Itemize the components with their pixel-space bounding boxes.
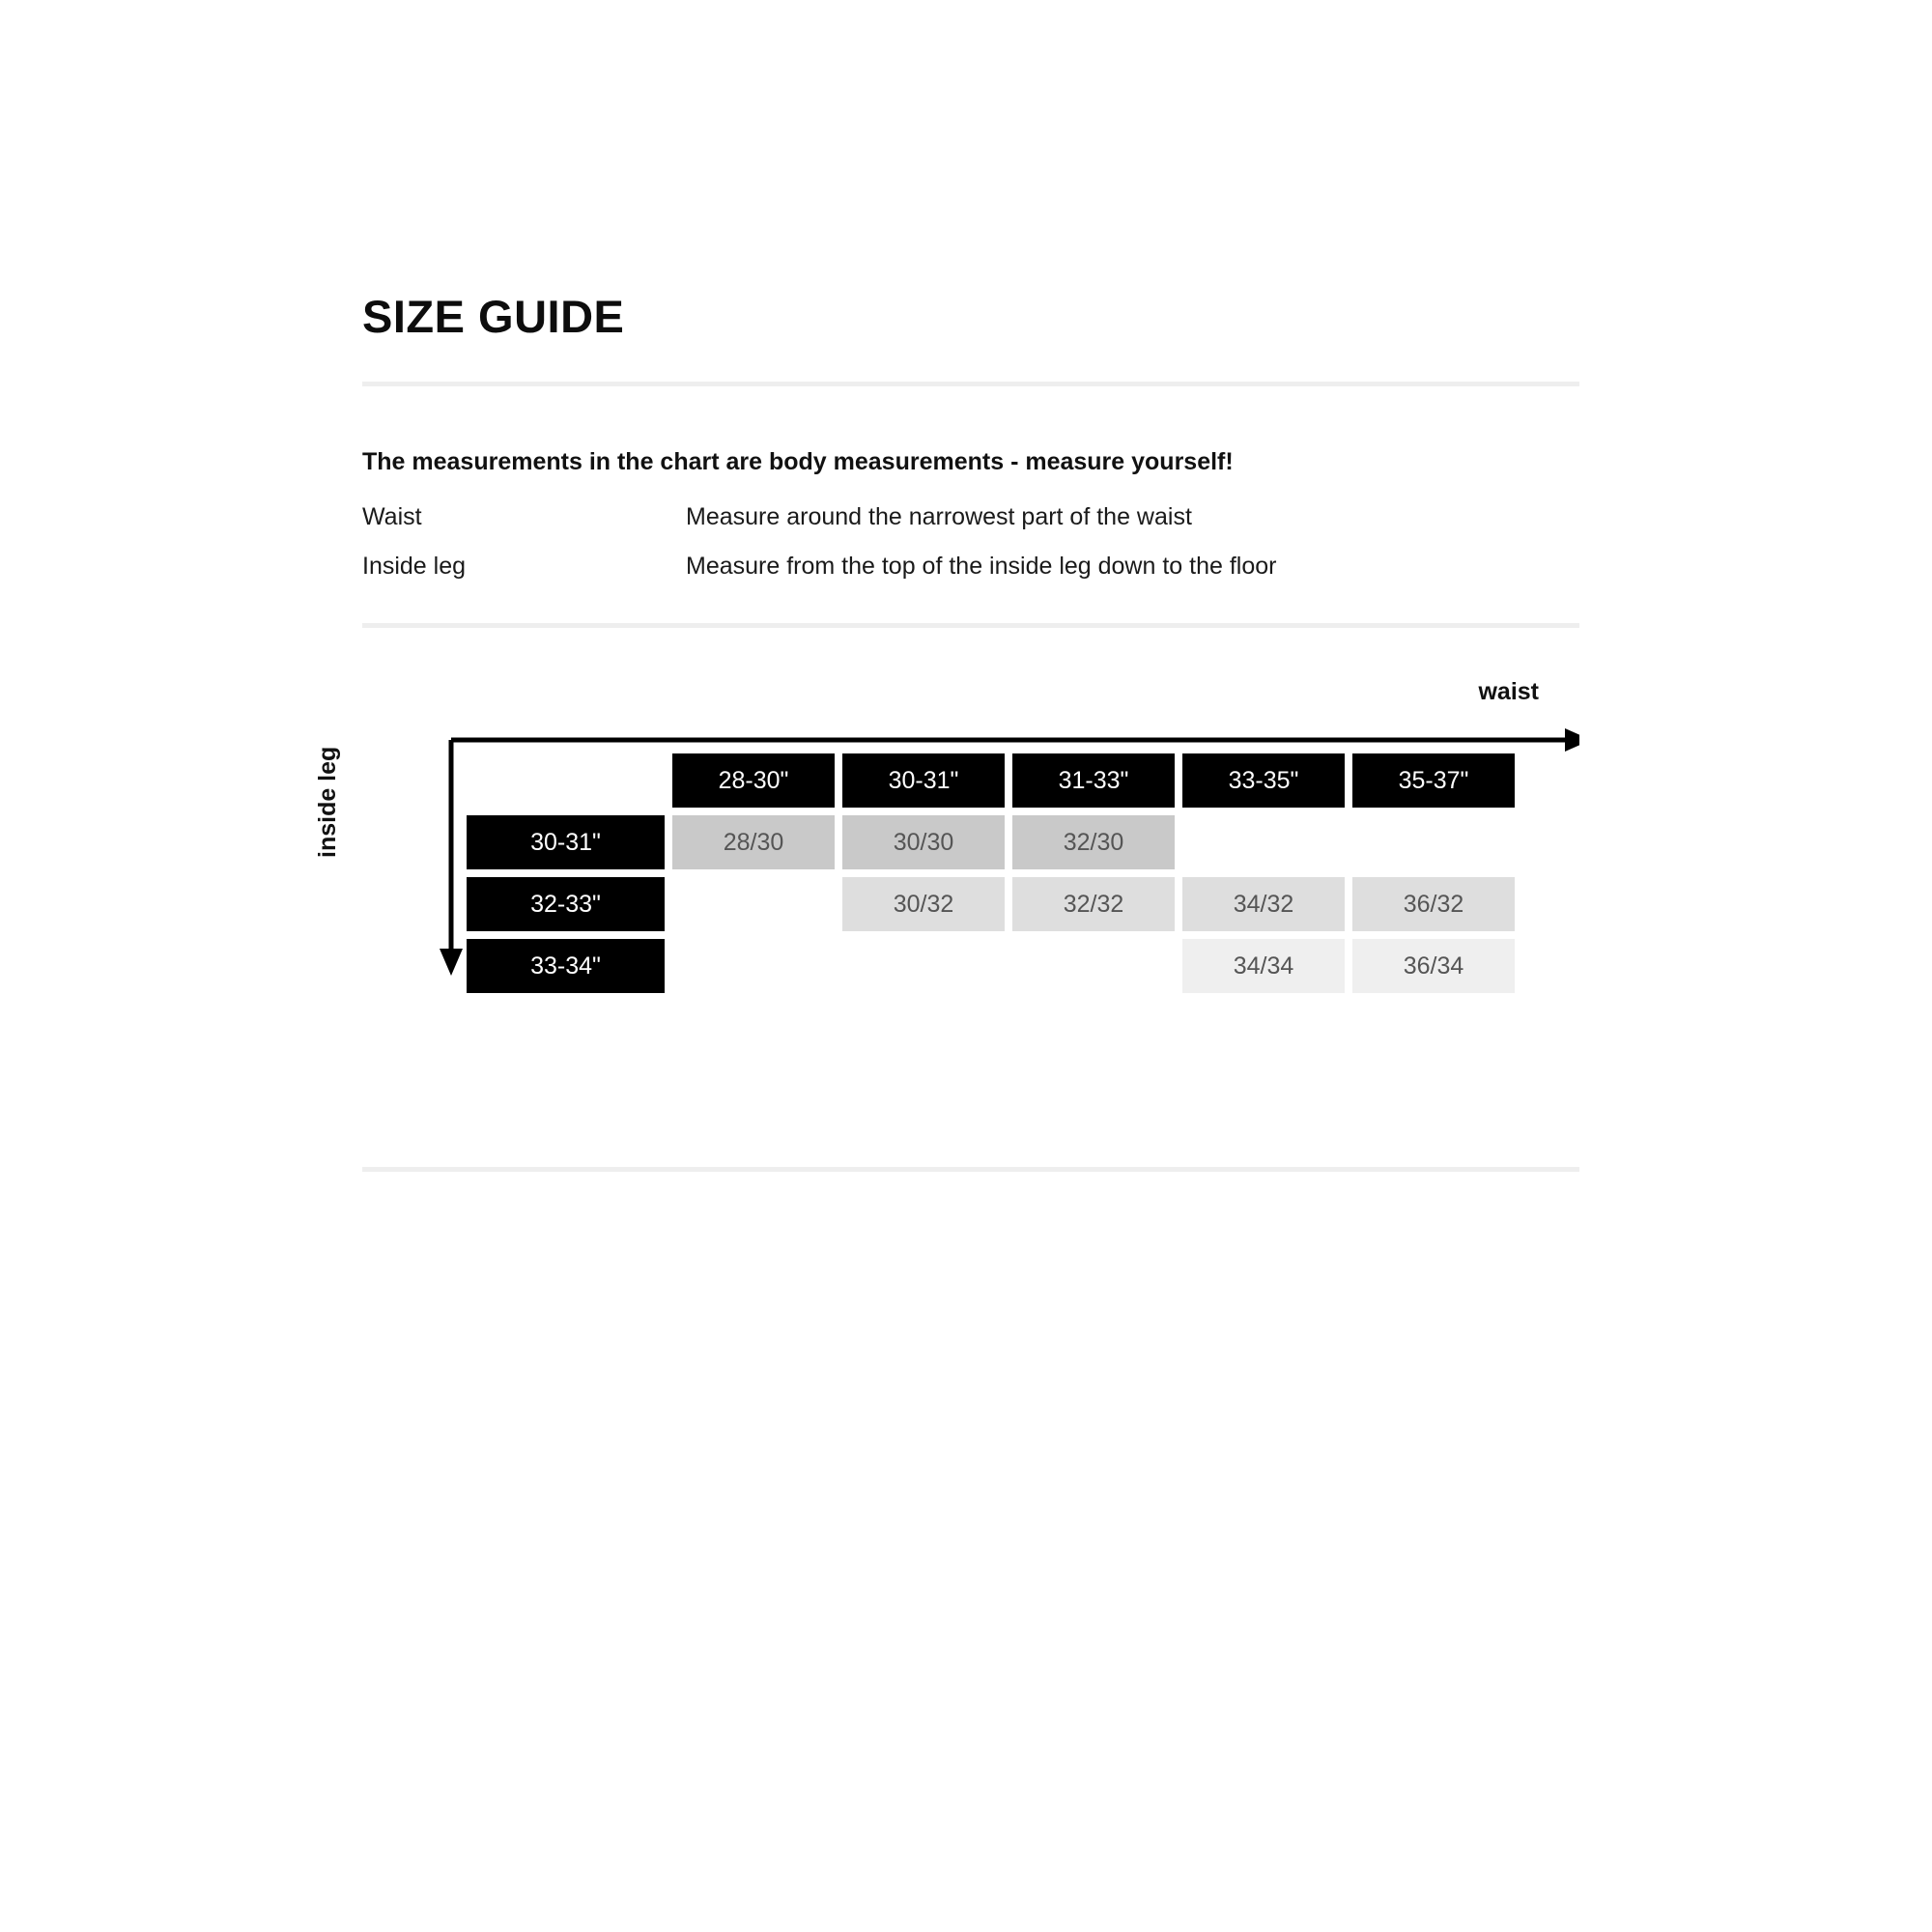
size-cell: 32/30 xyxy=(1012,815,1175,869)
size-cell: 32/32 xyxy=(1012,877,1175,931)
measurement-label: Waist xyxy=(362,503,422,530)
size-cell: 28/30 xyxy=(672,815,835,869)
measurement-row xyxy=(362,553,1579,581)
measurement-description: Measure from the top of the inside leg down to the floor xyxy=(686,553,1277,580)
size-cell-empty xyxy=(1352,815,1515,869)
leg-header-cell: 32-33" xyxy=(467,877,665,931)
size-grid xyxy=(467,753,1522,1001)
grid-row xyxy=(467,877,1522,931)
size-cell-empty xyxy=(672,877,835,931)
divider-middle xyxy=(362,623,1579,628)
grid-row xyxy=(467,939,1522,993)
page-title: SIZE GUIDE xyxy=(362,291,625,342)
size-cell: 30/30 xyxy=(842,815,1005,869)
divider-bottom xyxy=(362,1167,1579,1172)
grid-header-row xyxy=(467,753,1522,808)
size-cell: 30/32 xyxy=(842,877,1005,931)
content-container xyxy=(314,290,1579,1172)
measurement-description: Measure around the narrowest part of the waist xyxy=(686,503,1192,530)
grid-row xyxy=(467,815,1522,869)
waist-axis-label: waist xyxy=(1478,678,1539,705)
leg-header-cell: 33-34" xyxy=(467,939,665,993)
waist-header-cell: 28-30" xyxy=(672,753,835,808)
waist-header-cell: 33-35" xyxy=(1182,753,1345,808)
measurement-label: Inside leg xyxy=(362,553,467,580)
divider-top xyxy=(362,382,1579,386)
waist-header-cell: 35-37" xyxy=(1352,753,1515,808)
inside-leg-axis-label: inside leg xyxy=(314,746,341,858)
size-cell: 36/34 xyxy=(1352,939,1515,993)
leg-header-cell: 30-31" xyxy=(467,815,665,869)
size-cell-empty xyxy=(672,939,835,993)
waist-header-cell: 31-33" xyxy=(1012,753,1175,808)
grid-corner-cell xyxy=(467,753,665,808)
measurement-definitions xyxy=(362,503,1579,581)
size-cell: 36/32 xyxy=(1352,877,1515,931)
measurement-row xyxy=(362,503,1579,531)
size-cell: 34/32 xyxy=(1182,877,1345,931)
size-cell: 34/34 xyxy=(1182,939,1345,993)
waist-header-cell: 30-31" xyxy=(842,753,1005,808)
size-chart xyxy=(314,678,1579,1103)
size-cell-empty xyxy=(842,939,1005,993)
intro-text: The measurements in the chart are body measurements - measure yourself! xyxy=(362,448,1234,475)
size-cell-empty xyxy=(1182,815,1345,869)
size-cell-empty xyxy=(1012,939,1175,993)
